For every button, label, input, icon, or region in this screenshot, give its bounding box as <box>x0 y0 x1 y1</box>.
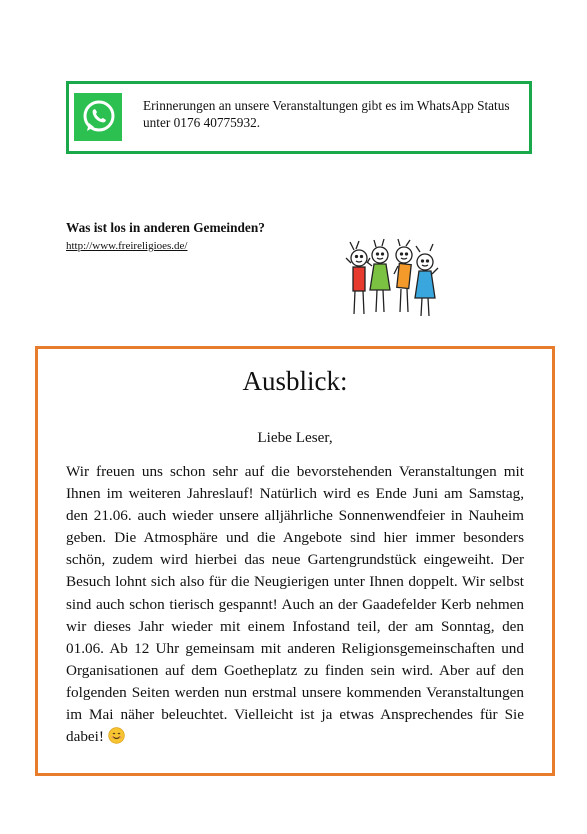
greeting-text: Liebe Leser, <box>257 429 333 446</box>
other-communities-heading: Was ist los in anderen Gemeinden? <box>66 220 265 235</box>
whatsapp-notice-text: Erinnerungen an unsere Veranstaltungen gibt es im WhatsApp Status unter 0176 40775932. <box>143 98 510 130</box>
ausblick-body <box>66 461 524 751</box>
whatsapp-notice-box <box>66 81 532 154</box>
ausblick-title: Ausblick: <box>242 366 348 396</box>
ausblick-body-text: Wir freuen uns schon sehr auf die bevorstehenden Veranstaltungen mit Ihnen im weiteren Jahreslauf! Natürlich wird es Ende Juni am Samstag, den 21.06. auch wieder unsere alljährliche Sonnenwendfeier in Nauheim geben. Die Atmosphäre und die Angebote sind hier immer besonders schön, zudem wird hierbei das neue Gartengrundstück eingeweiht. Der Besuch lohnt sich also für die Neugierigen unter Ihnen doppelt. Wir selbst sind auch schon tierisch gespannt! Auch an der Gaadefelder Kerb nehmen wir dieses Jahr wieder mit einem Infostand teil, der am Sonntag, den 01.06. Ab 12 Uhr gemeinsam mit anderen Religionsgemeinschaften und Organisationen auf dem Goetheplatz zu finden sein wird. Aber auf den folgenden Seiten werden nun erstmal unsere kommenden Veranstaltungen im Mai näher beleuchtet. Vielleicht ist ja etwas Ansprechendes für Sie dabei! <box>66 463 524 746</box>
smiley-face-icon <box>108 727 125 751</box>
other-communities-section <box>66 220 326 254</box>
ausblick-box <box>35 346 555 776</box>
whatsapp-icon <box>74 93 122 141</box>
group-of-people-illustration <box>340 238 444 320</box>
freireligioes-link[interactable]: http://www.freireligioes.de/ <box>66 240 188 252</box>
